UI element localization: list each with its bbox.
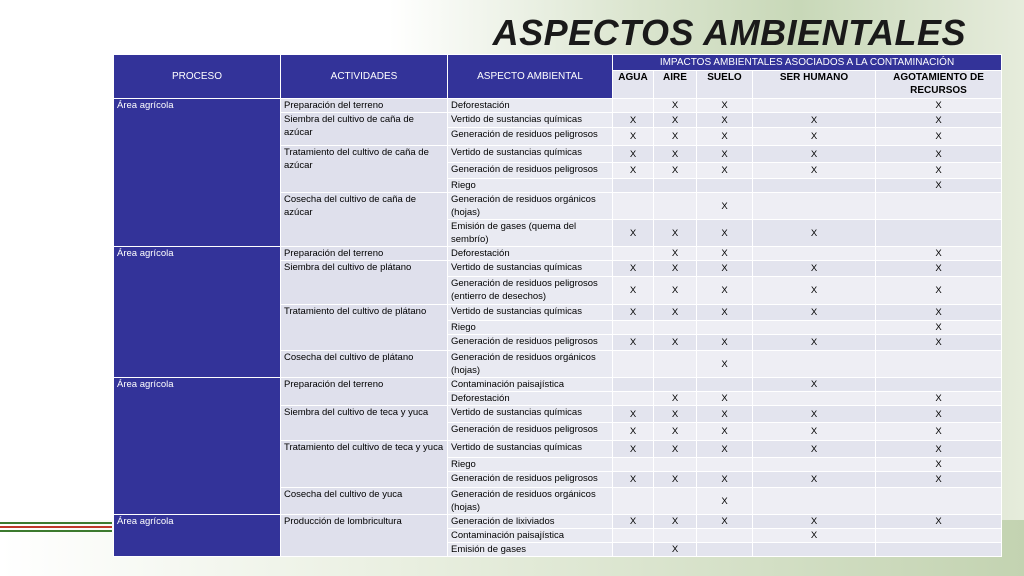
impacto-ser-humano-cell: X xyxy=(753,261,876,277)
impacto-ser-humano-cell xyxy=(753,351,876,378)
actividad-cell: Siembra del cultivo de teca y yuca xyxy=(281,406,448,441)
impacto-ser-humano-cell xyxy=(753,392,876,406)
impacto-ser-humano-cell: X xyxy=(753,163,876,179)
impacto-agua-cell xyxy=(613,179,654,193)
impacto-agua-cell: X xyxy=(613,146,654,163)
actividad-cell: Tratamiento del cultivo de teca y yuca xyxy=(281,441,448,488)
table-row xyxy=(114,247,1002,261)
impacto-suelo-cell: X xyxy=(697,128,753,146)
header-actividades: ACTIVIDADES xyxy=(281,55,448,99)
impacto-agotamiento-cell: X xyxy=(876,472,1002,488)
impacto-agua-cell: X xyxy=(613,441,654,458)
impacto-agua-cell xyxy=(613,458,654,472)
impacto-agua-cell: X xyxy=(613,113,654,128)
impacto-agua-cell xyxy=(613,99,654,113)
impacto-suelo-cell xyxy=(697,378,753,392)
impacto-ser-humano-cell: X xyxy=(753,220,876,247)
impacto-aire-cell: X xyxy=(654,113,697,128)
impacto-agua-cell: X xyxy=(613,406,654,423)
impacto-ser-humano-cell xyxy=(753,488,876,515)
actividad-cell: Siembra del cultivo de caña de azúcar xyxy=(281,113,448,146)
header-suelo: SUELO xyxy=(697,71,753,99)
decorative-stripe-green xyxy=(0,522,112,524)
slide-title: ASPECTOS AMBIENTALES xyxy=(492,12,966,53)
header-ser-humano: SER HUMANO xyxy=(753,71,876,99)
impacto-aire-cell: X xyxy=(654,277,697,305)
impacto-agua-cell xyxy=(613,351,654,378)
impacto-suelo-cell xyxy=(697,321,753,335)
impacto-agua-cell xyxy=(613,543,654,557)
impacto-agotamiento-cell: X xyxy=(876,179,1002,193)
impacto-agotamiento-cell: X xyxy=(876,99,1002,113)
header-agua: AGUA xyxy=(613,71,654,99)
impacto-agotamiento-cell xyxy=(876,193,1002,220)
impacto-aire-cell xyxy=(654,488,697,515)
impacto-agotamiento-cell: X xyxy=(876,247,1002,261)
aspecto-cell: Contaminación paisajística xyxy=(448,378,613,392)
actividad-cell: Preparación del terreno xyxy=(281,247,448,261)
impacto-suelo-cell xyxy=(697,529,753,543)
impacto-ser-humano-cell: X xyxy=(753,515,876,529)
impacto-suelo-cell: X xyxy=(697,472,753,488)
impacto-agotamiento-cell: X xyxy=(876,406,1002,423)
impacto-agotamiento-cell: X xyxy=(876,441,1002,458)
actividad-cell: Cosecha del cultivo de caña de azúcar xyxy=(281,193,448,247)
impacto-suelo-cell: X xyxy=(697,193,753,220)
aspecto-cell: Generación de residuos peligrosos xyxy=(448,423,613,441)
impacto-agotamiento-cell: X xyxy=(876,392,1002,406)
aspecto-cell: Deforestación xyxy=(448,247,613,261)
aspecto-cell: Deforestación xyxy=(448,99,613,113)
impacto-agua-cell xyxy=(613,488,654,515)
impacto-aire-cell: X xyxy=(654,406,697,423)
impacto-agotamiento-cell: X xyxy=(876,335,1002,351)
impacto-agotamiento-cell xyxy=(876,220,1002,247)
impacto-agotamiento-cell xyxy=(876,543,1002,557)
impacto-agua-cell xyxy=(613,247,654,261)
impacto-agotamiento-cell xyxy=(876,529,1002,543)
environmental-aspects-table xyxy=(113,54,1002,557)
impacto-agotamiento-cell: X xyxy=(876,277,1002,305)
impacto-agua-cell: X xyxy=(613,277,654,305)
impacto-ser-humano-cell: X xyxy=(753,113,876,128)
aspecto-cell: Vertido de sustancias químicas xyxy=(448,305,613,321)
impacto-aire-cell: X xyxy=(654,163,697,179)
table-body xyxy=(114,99,1002,557)
impacto-suelo-cell: X xyxy=(697,335,753,351)
impacto-agotamiento-cell: X xyxy=(876,458,1002,472)
impacto-suelo-cell: X xyxy=(697,488,753,515)
actividad-cell: Cosecha del cultivo de yuca xyxy=(281,488,448,515)
impacto-agotamiento-cell: X xyxy=(876,146,1002,163)
aspecto-cell: Riego xyxy=(448,179,613,193)
impacto-aire-cell: X xyxy=(654,305,697,321)
impacto-aire-cell: X xyxy=(654,335,697,351)
actividad-cell: Cosecha del cultivo de plátano xyxy=(281,351,448,378)
impacto-agua-cell: X xyxy=(613,261,654,277)
actividad-cell: Preparación del terreno xyxy=(281,99,448,113)
impacto-agotamiento-cell xyxy=(876,351,1002,378)
actividad-cell: Siembra del cultivo de plátano xyxy=(281,261,448,305)
impacto-suelo-cell: X xyxy=(697,305,753,321)
impacto-agua-cell xyxy=(613,529,654,543)
impacto-aire-cell xyxy=(654,321,697,335)
impacto-suelo-cell: X xyxy=(697,515,753,529)
aspecto-cell: Generación de residuos orgánicos (hojas) xyxy=(448,193,613,220)
impacto-aire-cell: X xyxy=(654,128,697,146)
aspecto-cell: Vertido de sustancias químicas xyxy=(448,261,613,277)
impacto-ser-humano-cell: X xyxy=(753,406,876,423)
impacto-aire-cell: X xyxy=(654,220,697,247)
impacto-suelo-cell: X xyxy=(697,261,753,277)
impacto-aire-cell: X xyxy=(654,146,697,163)
impacto-agua-cell: X xyxy=(613,220,654,247)
aspecto-cell: Riego xyxy=(448,321,613,335)
impacto-agotamiento-cell: X xyxy=(876,515,1002,529)
aspecto-cell: Generación de residuos peligrosos xyxy=(448,163,613,179)
impacto-agotamiento-cell: X xyxy=(876,423,1002,441)
aspecto-cell: Deforestación xyxy=(448,392,613,406)
impacto-aire-cell: X xyxy=(654,441,697,458)
impacto-agua-cell: X xyxy=(613,423,654,441)
decorative-stripe-green-2 xyxy=(0,530,112,532)
impacto-ser-humano-cell xyxy=(753,99,876,113)
impacto-agua-cell: X xyxy=(613,515,654,529)
impacto-suelo-cell: X xyxy=(697,247,753,261)
impacto-suelo-cell xyxy=(697,543,753,557)
header-aspecto: ASPECTO AMBIENTAL xyxy=(448,55,613,99)
impacto-suelo-cell: X xyxy=(697,406,753,423)
impacto-agotamiento-cell xyxy=(876,488,1002,515)
proceso-cell: Área agrícola xyxy=(114,99,281,247)
aspecto-cell: Generación de residuos peligrosos xyxy=(448,335,613,351)
impacto-suelo-cell: X xyxy=(697,277,753,305)
impacto-aire-cell: X xyxy=(654,247,697,261)
impacto-suelo-cell xyxy=(697,458,753,472)
impacto-agua-cell xyxy=(613,193,654,220)
impacto-ser-humano-cell: X xyxy=(753,277,876,305)
aspecto-cell: Vertido de sustancias químicas xyxy=(448,406,613,423)
impacto-ser-humano-cell: X xyxy=(753,305,876,321)
impacto-agua-cell xyxy=(613,321,654,335)
impacto-ser-humano-cell: X xyxy=(753,378,876,392)
impacto-aire-cell: X xyxy=(654,472,697,488)
impacto-aire-cell xyxy=(654,179,697,193)
aspecto-cell: Generación de residuos peligrosos (entierro de desechos) xyxy=(448,277,613,305)
aspecto-cell: Riego xyxy=(448,458,613,472)
impacto-agotamiento-cell: X xyxy=(876,321,1002,335)
impacto-ser-humano-cell: X xyxy=(753,146,876,163)
impacto-agotamiento-cell: X xyxy=(876,128,1002,146)
impacto-ser-humano-cell xyxy=(753,321,876,335)
impacto-suelo-cell: X xyxy=(697,163,753,179)
impacto-agua-cell: X xyxy=(613,305,654,321)
impacto-aire-cell xyxy=(654,458,697,472)
impacto-ser-humano-cell: X xyxy=(753,529,876,543)
impacto-aire-cell: X xyxy=(654,261,697,277)
impacto-ser-humano-cell xyxy=(753,193,876,220)
impacto-aire-cell: X xyxy=(654,423,697,441)
impacto-aire-cell: X xyxy=(654,99,697,113)
aspecto-cell: Generación de residuos orgánicos (hojas) xyxy=(448,351,613,378)
impacto-suelo-cell: X xyxy=(697,423,753,441)
impacto-suelo-cell: X xyxy=(697,99,753,113)
impacto-suelo-cell xyxy=(697,179,753,193)
impacto-suelo-cell: X xyxy=(697,220,753,247)
aspecto-cell: Emisión de gases xyxy=(448,543,613,557)
actividad-cell: Producción de lombricultura xyxy=(281,515,448,557)
impacto-ser-humano-cell: X xyxy=(753,335,876,351)
impacto-agotamiento-cell xyxy=(876,378,1002,392)
impacto-aire-cell: X xyxy=(654,515,697,529)
decorative-stripe-red xyxy=(0,526,112,528)
table-row xyxy=(114,515,1002,529)
actividad-cell: Tratamiento del cultivo de caña de azúcar xyxy=(281,146,448,193)
aspecto-cell: Generación de lixiviados xyxy=(448,515,613,529)
header-aire: AIRE xyxy=(654,71,697,99)
impacto-aire-cell: X xyxy=(654,543,697,557)
impacto-ser-humano-cell xyxy=(753,458,876,472)
proceso-cell: Área agrícola xyxy=(114,247,281,378)
impacto-suelo-cell: X xyxy=(697,392,753,406)
header-agotamiento: AGOTAMIENTO DE RECURSOS xyxy=(876,71,1002,99)
impacto-ser-humano-cell xyxy=(753,179,876,193)
actividad-cell: Tratamiento del cultivo de plátano xyxy=(281,305,448,351)
impacto-aire-cell xyxy=(654,193,697,220)
impacto-agua-cell: X xyxy=(613,128,654,146)
impacto-agotamiento-cell: X xyxy=(876,113,1002,128)
impacto-agua-cell: X xyxy=(613,472,654,488)
aspecto-cell: Vertido de sustancias químicas xyxy=(448,441,613,458)
impacto-ser-humano-cell xyxy=(753,543,876,557)
impacto-aire-cell: X xyxy=(654,392,697,406)
actividad-cell: Preparación del terreno xyxy=(281,378,448,406)
impacto-suelo-cell: X xyxy=(697,351,753,378)
aspecto-cell: Generación de residuos orgánicos (hojas) xyxy=(448,488,613,515)
impacto-ser-humano-cell: X xyxy=(753,472,876,488)
impacto-suelo-cell: X xyxy=(697,113,753,128)
impacto-agua-cell: X xyxy=(613,335,654,351)
impacto-ser-humano-cell: X xyxy=(753,128,876,146)
impacto-agua-cell xyxy=(613,392,654,406)
table-row xyxy=(114,99,1002,113)
impacto-aire-cell xyxy=(654,378,697,392)
aspecto-cell: Vertido de sustancias químicas xyxy=(448,113,613,128)
impacto-agotamiento-cell: X xyxy=(876,261,1002,277)
proceso-cell: Área agrícola xyxy=(114,378,281,515)
aspecto-cell: Generación de residuos peligrosos xyxy=(448,128,613,146)
impacto-aire-cell xyxy=(654,529,697,543)
aspecto-cell: Vertido de sustancias químicas xyxy=(448,146,613,163)
aspecto-cell: Contaminación paisajística xyxy=(448,529,613,543)
impacto-ser-humano-cell xyxy=(753,247,876,261)
proceso-cell: Área agrícola xyxy=(114,515,281,557)
impacto-ser-humano-cell: X xyxy=(753,423,876,441)
header-proceso: PROCESO xyxy=(114,55,281,99)
impacto-ser-humano-cell: X xyxy=(753,441,876,458)
impacto-suelo-cell: X xyxy=(697,441,753,458)
table-row xyxy=(114,378,1002,392)
impacto-agotamiento-cell: X xyxy=(876,163,1002,179)
impacto-agua-cell: X xyxy=(613,163,654,179)
header-impactos: IMPACTOS AMBIENTALES ASOCIADOS A LA CONTAMINACIÓN xyxy=(613,55,1002,71)
impacto-agua-cell xyxy=(613,378,654,392)
impacto-suelo-cell: X xyxy=(697,146,753,163)
impacto-agotamiento-cell: X xyxy=(876,305,1002,321)
aspecto-cell: Emisión de gases (quema del sembrío) xyxy=(448,220,613,247)
aspecto-cell: Generación de residuos peligrosos xyxy=(448,472,613,488)
impacto-aire-cell xyxy=(654,351,697,378)
